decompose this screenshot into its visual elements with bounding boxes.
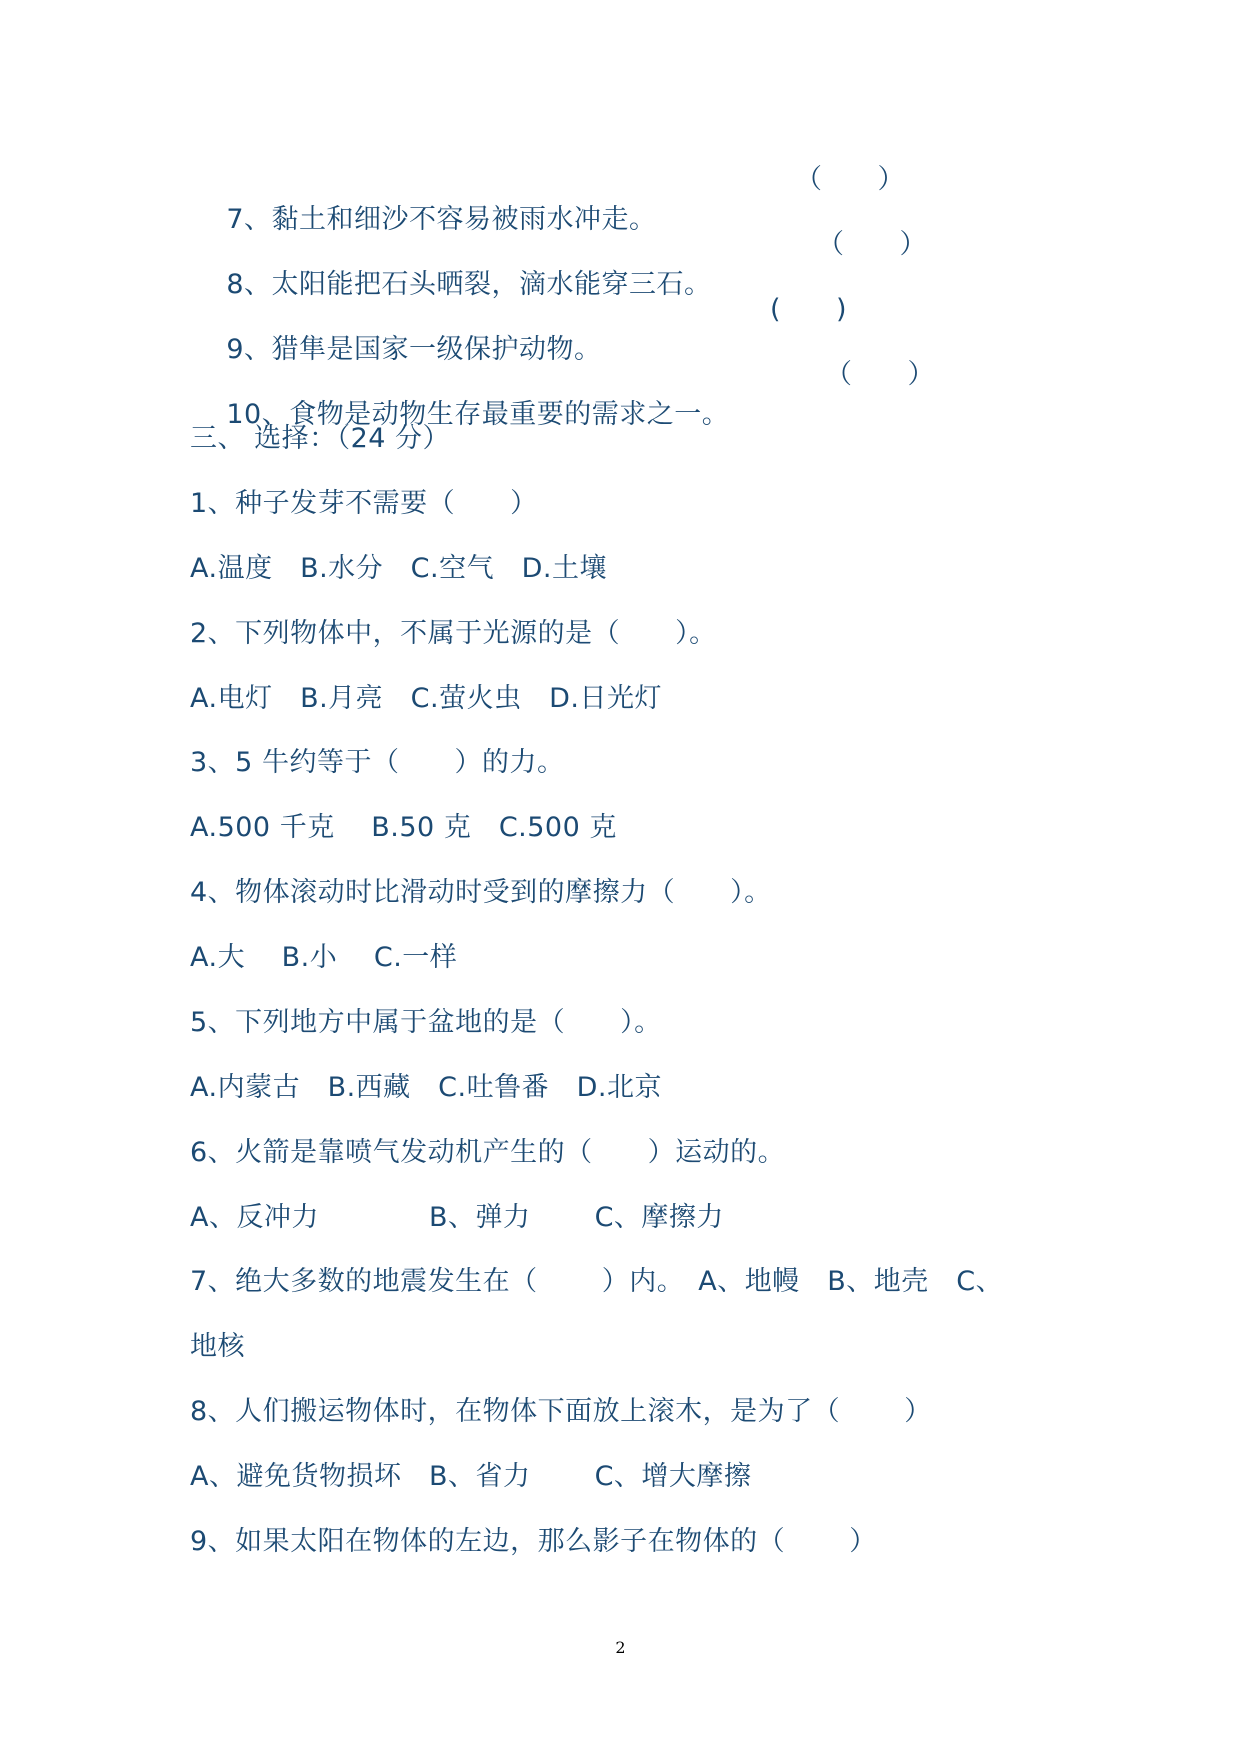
answer-blank: ( ) xyxy=(770,294,848,325)
section-heading: 三、 选择：（24 分） xyxy=(190,423,451,454)
options-line: A.内蒙古 B.西藏 C.吐鲁番 D.北京 xyxy=(190,1072,662,1103)
question-line: 5、下列地方中属于盆地的是（ ）。 xyxy=(190,1007,662,1038)
judgement-item-text: 7、黏土和细沙不容易被雨水冲走。 xyxy=(226,204,657,235)
options-line: A.电灯 B.月亮 C.萤火虫 D.日光灯 xyxy=(190,683,662,714)
question-line: 6、火箭是靠喷气发动机产生的（ ）运动的。 xyxy=(190,1137,786,1168)
question-line-continuation: 地核 xyxy=(190,1331,245,1362)
options-line: A.大 B.小 C.一样 xyxy=(190,942,458,973)
judgement-item xyxy=(190,225,927,300)
question-line: 8、人们搬运物体时，在物体下面放上滚木，是为了（ ） xyxy=(190,1396,932,1427)
judgement-item-text: 9、猎隼是国家一级保护动物。 xyxy=(226,334,602,365)
question-line: 9、如果太阳在物体的左边，那么影子在物体的（ ） xyxy=(190,1526,877,1557)
judgement-item xyxy=(190,355,935,430)
question-line: 3、5 牛约等于（ ）的力。 xyxy=(190,747,565,778)
options-line: A、避免货物损坏 B、省力 C、增大摩擦 xyxy=(190,1461,752,1492)
answer-blank: （ ） xyxy=(817,229,927,260)
answer-blank: （ ） xyxy=(795,164,905,195)
judgement-item xyxy=(190,290,848,365)
judgement-item xyxy=(190,160,905,235)
page-number: 2 xyxy=(615,1638,626,1657)
question-line: 2、下列物体中，不属于光源的是（ ）。 xyxy=(190,618,717,649)
question-line: 1、种子发芽不需要（ ） xyxy=(190,488,538,519)
options-line: A.温度 B.水分 C.空气 D.土壤 xyxy=(190,553,607,584)
question-line: 7、绝大多数的地震发生在（ ）内。 A、地幔 B、地壳 C、 xyxy=(190,1266,1004,1297)
answer-blank: （ ） xyxy=(825,359,935,390)
options-line: A.500 千克 B.50 克 C.500 克 xyxy=(190,812,617,843)
options-line: A、反冲力 B、弹力 C、摩擦力 xyxy=(190,1202,724,1233)
judgement-item-text: 8、太阳能把石头晒裂，滴水能穿三石。 xyxy=(226,269,712,300)
question-line: 4、物体滚动时比滑动时受到的摩擦力（ ）。 xyxy=(190,877,772,908)
judgement-item-text: 10、食物是动物生存最重要的需求之一。 xyxy=(226,399,730,430)
